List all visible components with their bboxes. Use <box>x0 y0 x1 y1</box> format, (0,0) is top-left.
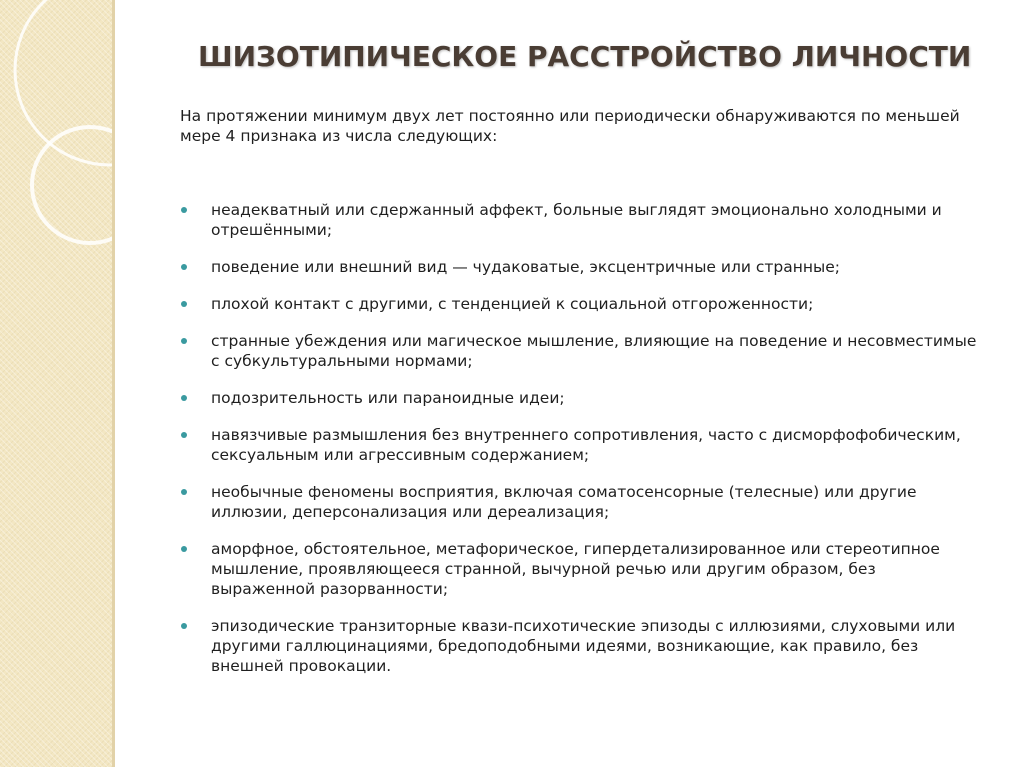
list-item <box>180 200 980 240</box>
slide-title: ШИЗОТИПИЧЕСКОЕ РАССТРОЙСТВО ЛИЧНОСТИ <box>198 40 972 73</box>
list-item <box>180 539 980 599</box>
criteria-list <box>180 200 980 693</box>
list-item-text: аморфное, обстоятельное, метафорическое, гипердетализированное или стереотипное мышление, проявляющееся странной, вычурной речью или другим образом, без выраженной разорванности; <box>211 540 940 598</box>
bullet-icon <box>181 264 187 270</box>
decorative-circle-small <box>32 127 112 243</box>
list-item-text: странные убеждения или магическое мышление, влияющие на поведение и несовместимые с субкультуральными нормами; <box>211 332 977 370</box>
list-item <box>180 425 980 465</box>
intro-text: На протяжении минимум двух лет постоянно или периодически обнаруживаются по меньшей мере 4 признака из числа следующих: <box>180 107 960 145</box>
list-item <box>180 482 980 522</box>
list-item-text: поведение или внешний вид — чудаковатые, эксцентричные или странные; <box>211 258 841 276</box>
bullet-icon <box>181 489 187 495</box>
list-item <box>180 257 980 277</box>
bullet-icon <box>181 338 187 344</box>
list-item-text: неадекватный или сдержанный аффект, больные выглядят эмоционально холодными и отрешёнными; <box>211 201 942 239</box>
decorative-circle-large <box>15 0 112 165</box>
list-item-text: плохой контакт с другими, с тенденцией к социальной отгороженности; <box>211 295 814 313</box>
list-item-text: необычные феномены восприятия, включая соматосенсорные (телесные) или другие иллюзии, деперсонализация или дереализация; <box>211 483 917 521</box>
list-item <box>180 616 980 676</box>
list-item <box>180 388 980 408</box>
decorative-circles <box>0 0 112 767</box>
bullet-icon <box>181 207 187 213</box>
list-item <box>180 331 980 371</box>
bullet-icon <box>181 395 187 401</box>
bullet-icon <box>181 546 187 552</box>
list-item-text: подозрительность или параноидные идеи; <box>211 389 565 407</box>
decorative-sidebar <box>0 0 112 767</box>
bullet-icon <box>181 432 187 438</box>
list-item-text: эпизодические транзиторные квази-психотические эпизоды с иллюзиями, слуховыми или другими галлюцинациями, бредоподобными идеями, возникающие, как правило, без внешней провокации. <box>211 617 956 675</box>
sidebar-edge <box>112 0 115 767</box>
list-item <box>180 294 980 314</box>
bullet-icon <box>181 301 187 307</box>
list-item-text: навязчивые размышления без внутреннего сопротивления, часто с дисморфофобическим, сексуальным или агрессивным содержанием; <box>211 426 961 464</box>
bullet-icon <box>181 623 187 629</box>
